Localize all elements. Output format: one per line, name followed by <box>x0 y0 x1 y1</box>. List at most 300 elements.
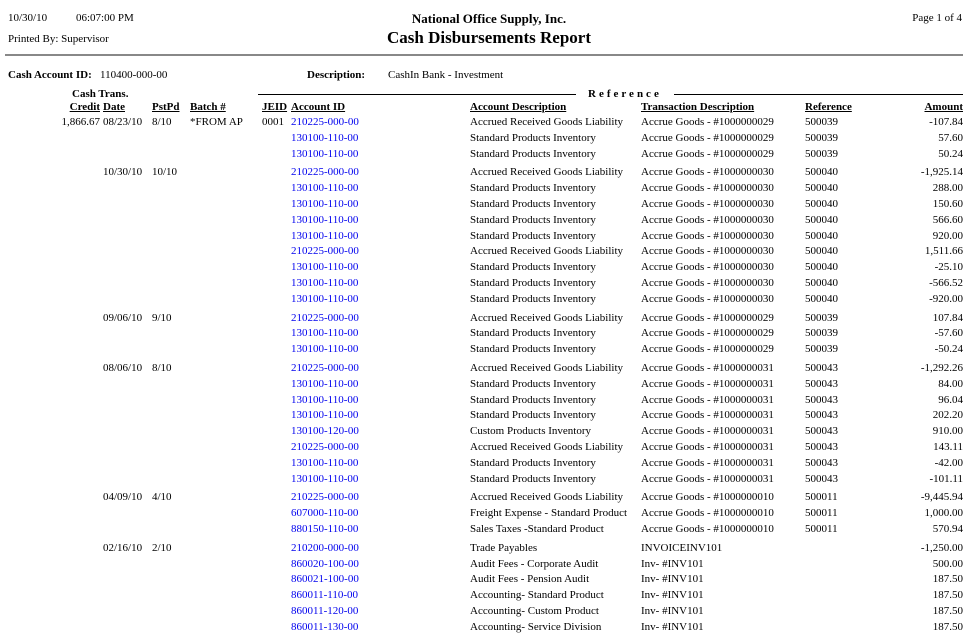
cell-credit <box>0 276 100 292</box>
cell-reference: 500043 <box>805 377 838 390</box>
cell-transaction-description: Inv- #INV101 <box>641 620 704 633</box>
cell-reference: 500043 <box>805 425 838 438</box>
cell-account-id[interactable]: 130100-110-00 <box>291 292 359 305</box>
col-header-credit: Credit <box>69 101 100 113</box>
cell-transaction-description: Inv- #INV101 <box>641 604 704 617</box>
cell-credit <box>0 557 100 573</box>
table-body <box>0 115 978 636</box>
cell-transaction-description: Accrue Goods - #1000000030 <box>641 245 774 258</box>
cell-batch <box>190 456 262 472</box>
cell-amount: -101.11 <box>929 472 963 485</box>
cell-pstpd <box>152 326 190 342</box>
cell-reference: 500043 <box>805 472 838 485</box>
cell-jeid <box>262 572 291 588</box>
cell-pstpd <box>152 522 190 538</box>
cell-amount: -1,925.14 <box>920 166 963 179</box>
col-header-amount: Amount <box>924 101 963 113</box>
cell-batch <box>190 326 262 342</box>
cell-credit <box>0 393 100 409</box>
cell-pstpd: 8/10 <box>152 116 172 128</box>
cell-jeid <box>262 440 291 456</box>
cell-date <box>100 260 152 276</box>
cell-transaction-description: Accrue Goods - #1000000030 <box>641 292 774 305</box>
cell-jeid <box>262 244 291 260</box>
cell-account-id[interactable]: 210225-000-00 <box>291 491 359 504</box>
cell-amount: -50.24 <box>934 343 963 356</box>
cell-credit <box>0 490 100 506</box>
cell-jeid <box>262 181 291 197</box>
cell-account-id[interactable]: 130100-110-00 <box>291 131 359 144</box>
cell-pstpd <box>152 393 190 409</box>
cell-batch <box>190 361 262 377</box>
cell-transaction-description: Accrue Goods - #1000000029 <box>641 147 774 160</box>
cell-batch <box>190 440 262 456</box>
cell-pstpd <box>152 408 190 424</box>
cell-credit: 1,866.67 <box>61 116 100 128</box>
cell-account-id[interactable]: 860011-110-00 <box>291 589 359 602</box>
cell-amount: 1,511.66 <box>924 245 963 258</box>
cell-batch <box>190 588 262 604</box>
cell-date <box>100 588 152 604</box>
cell-credit <box>0 456 100 472</box>
cell-account-id[interactable]: 130100-110-00 <box>291 343 359 356</box>
cell-pstpd: 8/10 <box>152 361 172 374</box>
cell-credit <box>0 213 100 229</box>
table-row <box>0 229 963 245</box>
cell-credit <box>0 181 100 197</box>
cell-batch <box>190 292 262 308</box>
cell-account-id[interactable]: 130100-110-00 <box>291 197 359 210</box>
table-row <box>0 115 963 131</box>
cell-jeid <box>262 588 291 604</box>
print-date: 10/30/10 <box>8 12 48 24</box>
cell-credit <box>0 147 100 163</box>
cell-reference <box>800 604 870 620</box>
cell-credit <box>0 361 100 377</box>
cell-account-description: Standard Products Inventory <box>470 276 596 289</box>
cell-amount: 187.50 <box>932 573 963 586</box>
cell-jeid <box>262 456 291 472</box>
cell-date <box>100 572 152 588</box>
cell-account-id[interactable]: 880150-110-00 <box>291 522 359 535</box>
cell-pstpd <box>152 131 190 147</box>
table-row <box>0 456 963 472</box>
col-header-reference: Reference <box>805 101 852 113</box>
table-row <box>0 522 963 538</box>
cell-account-id[interactable]: 130100-110-00 <box>291 213 359 226</box>
cell-jeid <box>262 311 291 327</box>
cell-account-id[interactable]: 130100-110-00 <box>291 276 359 289</box>
cell-pstpd <box>152 424 190 440</box>
cell-reference: 500039 <box>805 147 838 160</box>
cell-transaction-description: Accrue Goods - #1000000031 <box>641 409 774 422</box>
cell-credit <box>0 377 100 393</box>
cell-reference: 500040 <box>805 182 838 195</box>
col-header-account-id: Account ID <box>291 101 346 113</box>
cell-jeid <box>262 472 291 488</box>
col-header-account-description: Account Description <box>470 101 567 113</box>
cell-transaction-description: Accrue Goods - #1000000010 <box>641 522 774 535</box>
cell-account-description: Standard Products Inventory <box>470 182 596 195</box>
table-row <box>0 377 963 393</box>
cell-batch <box>190 311 262 327</box>
cell-account-id[interactable]: 210225-000-00 <box>291 245 359 258</box>
cell-transaction-description: Accrue Goods - #1000000030 <box>641 261 774 274</box>
cell-credit <box>0 244 100 260</box>
cell-account-description: Audit Fees - Corporate Audit <box>470 557 599 570</box>
print-time: 06:07:00 PM <box>76 12 134 24</box>
cell-amount: 187.50 <box>932 620 963 633</box>
cell-credit <box>0 440 100 456</box>
cell-pstpd <box>152 604 190 620</box>
reference-divider-line-right <box>674 94 963 95</box>
cell-account-id[interactable]: 210225-000-00 <box>291 116 359 128</box>
cell-reference: 500043 <box>805 393 838 406</box>
cell-transaction-description: Accrue Goods - #1000000031 <box>641 393 774 406</box>
printed-by: Printed By: Supervisor <box>8 33 109 45</box>
cell-transaction-description: Accrue Goods - #1000000010 <box>641 491 774 504</box>
cell-pstpd <box>152 229 190 245</box>
cell-date <box>100 342 152 358</box>
cell-jeid <box>262 292 291 308</box>
company-name: National Office Supply, Inc. <box>411 11 567 26</box>
col-header-date: Date <box>103 101 125 113</box>
cell-account-id[interactable]: 210225-000-00 <box>291 166 359 179</box>
cell-amount: 96.04 <box>938 393 963 406</box>
cell-jeid <box>262 361 291 377</box>
table-row <box>0 408 963 424</box>
cell-jeid <box>262 326 291 342</box>
table-row <box>0 393 963 409</box>
cell-reference: 500011 <box>805 491 838 504</box>
cell-amount: 50.24 <box>938 147 963 160</box>
cell-account-description: Accounting- Custom Product <box>470 604 599 617</box>
cell-account-id[interactable]: 130100-110-00 <box>291 261 359 274</box>
cell-account-id[interactable]: 210225-000-00 <box>291 361 359 374</box>
cell-reference: 500040 <box>805 292 838 305</box>
cell-account-description: Standard Products Inventory <box>470 131 596 144</box>
cell-reference: 500039 <box>805 311 838 324</box>
cell-batch <box>190 572 262 588</box>
cell-batch <box>190 620 262 636</box>
cell-pstpd <box>152 342 190 358</box>
cell-credit <box>0 472 100 488</box>
cell-account-description: Standard Products Inventory <box>470 393 596 406</box>
cell-account-id[interactable]: 860020-100-00 <box>291 557 359 570</box>
cell-account-id[interactable]: 210225-000-00 <box>291 311 359 324</box>
cell-date <box>100 522 152 538</box>
cell-transaction-description: Accrue Goods - #1000000029 <box>641 116 774 128</box>
cell-transaction-description: Accrue Goods - #1000000030 <box>641 197 774 210</box>
reference-divider-label: Reference <box>588 88 662 100</box>
cell-pstpd <box>152 472 190 488</box>
cell-credit <box>0 620 100 636</box>
cell-amount: 920.00 <box>932 229 963 242</box>
cell-account-id[interactable]: 210200-000-00 <box>291 541 359 554</box>
cell-date: 08/23/10 <box>103 116 143 128</box>
cell-account-description: Accrued Received Goods Liability <box>470 311 624 324</box>
cell-amount: -9,445.94 <box>920 491 963 504</box>
cell-amount: 107.84 <box>932 311 963 324</box>
cell-batch <box>190 131 262 147</box>
table-row <box>0 440 963 456</box>
cell-date <box>100 131 152 147</box>
cell-pstpd <box>152 588 190 604</box>
cell-jeid <box>262 260 291 276</box>
cell-reference: 500039 <box>805 116 838 128</box>
table-row <box>0 326 963 342</box>
cell-transaction-description: Accrue Goods - #1000000031 <box>641 377 774 390</box>
cell-pstpd <box>152 244 190 260</box>
cell-date <box>100 506 152 522</box>
table-row <box>0 472 963 488</box>
cell-account-description: Standard Products Inventory <box>470 197 596 210</box>
cell-pstpd <box>152 276 190 292</box>
cell-amount: 500.00 <box>932 557 963 570</box>
cell-amount: 187.50 <box>932 604 963 617</box>
table-row <box>0 165 963 181</box>
cell-batch <box>190 424 262 440</box>
cell-account-description: Standard Products Inventory <box>470 456 596 469</box>
cell-credit <box>0 506 100 522</box>
cell-reference <box>800 541 870 557</box>
cell-account-description: Standard Products Inventory <box>470 343 596 356</box>
cell-account-description: Accounting- Standard Product <box>470 589 604 602</box>
cell-batch <box>190 165 262 181</box>
cell-pstpd <box>152 557 190 573</box>
cell-account-id[interactable]: 130100-110-00 <box>291 182 359 195</box>
cell-pstpd <box>152 292 190 308</box>
cell-reference <box>800 620 870 636</box>
cell-amount: -25.10 <box>934 261 963 274</box>
cell-date <box>100 472 152 488</box>
cell-credit <box>0 408 100 424</box>
reference-divider <box>258 88 963 100</box>
cell-credit <box>0 588 100 604</box>
cell-reference: 500043 <box>805 440 838 453</box>
cell-account-id[interactable]: 130100-110-00 <box>291 409 359 422</box>
cell-account-id[interactable]: 130100-110-00 <box>291 229 359 242</box>
cell-account-description: Accrued Received Goods Liability <box>470 116 624 128</box>
cell-date <box>100 276 152 292</box>
cell-transaction-description: Inv- #INV101 <box>641 589 704 602</box>
cell-reference: 500039 <box>805 327 838 340</box>
cell-reference: 500011 <box>805 507 838 520</box>
cash-account-id-label: Cash Account ID: <box>8 69 92 81</box>
cell-pstpd <box>152 260 190 276</box>
cell-transaction-description: Accrue Goods - #1000000030 <box>641 276 774 289</box>
cell-amount: 288.00 <box>932 182 963 195</box>
report-header <box>0 0 978 54</box>
cell-jeid <box>262 490 291 506</box>
cell-pstpd: 9/10 <box>152 311 172 324</box>
table-row <box>0 181 963 197</box>
cell-reference: 500040 <box>805 166 838 179</box>
cell-account-id[interactable]: 130100-110-00 <box>291 456 359 469</box>
cell-account-description: Accrued Received Goods Liability <box>470 440 624 453</box>
cell-transaction-description: Accrue Goods - #1000000030 <box>641 166 774 179</box>
cell-date <box>100 292 152 308</box>
cell-pstpd: 2/10 <box>152 541 172 554</box>
cell-amount: 566.60 <box>932 213 963 226</box>
cell-reference: 500039 <box>805 343 838 356</box>
cell-account-id[interactable]: 130100-110-00 <box>291 393 359 406</box>
cell-transaction-description: Accrue Goods - #1000000030 <box>641 182 774 195</box>
cell-date <box>100 456 152 472</box>
cell-date: 08/06/10 <box>103 361 143 374</box>
cell-batch <box>190 393 262 409</box>
cell-pstpd <box>152 506 190 522</box>
cell-account-id[interactable]: 130100-110-00 <box>291 147 359 160</box>
table-row <box>0 147 963 163</box>
cell-reference: 500011 <box>805 522 838 535</box>
cell-date <box>100 557 152 573</box>
cell-reference: 500043 <box>805 456 838 469</box>
cell-account-description: Custom Products Inventory <box>470 425 591 438</box>
cell-amount: 150.60 <box>932 197 963 210</box>
cell-batch <box>190 276 262 292</box>
table-row <box>0 424 963 440</box>
cell-batch <box>190 506 262 522</box>
cell-transaction-description: Accrue Goods - #1000000030 <box>641 213 774 226</box>
cell-amount: 143.11 <box>933 440 963 453</box>
cell-reference <box>800 588 870 604</box>
cell-jeid <box>262 393 291 409</box>
cell-account-description: Standard Products Inventory <box>470 292 596 305</box>
description-label: Description: <box>307 69 366 81</box>
cell-date <box>100 440 152 456</box>
cell-pstpd <box>152 572 190 588</box>
cell-account-id[interactable]: 130100-110-00 <box>291 327 359 340</box>
cell-account-description: Standard Products Inventory <box>470 261 596 274</box>
cell-transaction-description: Accrue Goods - #1000000031 <box>641 472 774 485</box>
table-row <box>0 490 963 506</box>
description-value: CashIn Bank - Investment <box>388 69 504 81</box>
cell-pstpd: 10/10 <box>152 166 178 179</box>
cell-pstpd <box>152 377 190 393</box>
table-row <box>0 604 963 620</box>
table-row <box>0 506 963 522</box>
cell-jeid <box>262 276 291 292</box>
cell-jeid <box>262 541 291 557</box>
table-row <box>0 620 963 636</box>
cell-batch <box>190 490 262 506</box>
reference-divider-line-left <box>258 94 576 95</box>
table-row <box>0 292 963 308</box>
cell-account-description: Accounting- Service Division <box>470 620 602 633</box>
table-row <box>0 213 963 229</box>
cell-batch <box>190 604 262 620</box>
cash-account-id-value: 110400-000-00 <box>100 69 168 81</box>
cell-transaction-description: Accrue Goods - #1000000030 <box>641 229 774 242</box>
cell-account-id[interactable]: 130100-110-00 <box>291 472 359 485</box>
cell-date <box>100 326 152 342</box>
cell-credit <box>0 131 100 147</box>
cell-transaction-description: Inv- #INV101 <box>641 573 704 586</box>
cell-jeid <box>262 557 291 573</box>
cell-reference: 500040 <box>805 261 838 274</box>
cell-batch <box>190 244 262 260</box>
cell-transaction-description: Inv- #INV101 <box>641 557 704 570</box>
cell-batch <box>190 557 262 573</box>
table-row <box>0 588 963 604</box>
cell-account-description: Standard Products Inventory <box>470 327 596 340</box>
cell-batch: *FROM AP <box>190 116 243 128</box>
cell-amount: -107.84 <box>929 116 963 128</box>
cell-amount: 1,000.00 <box>924 507 963 520</box>
cell-account-description: Standard Products Inventory <box>470 147 596 160</box>
col-header-transaction-description: Transaction Description <box>641 101 755 113</box>
cell-jeid <box>262 147 291 163</box>
cell-account-id[interactable]: 860021-100-00 <box>291 573 359 586</box>
cell-account-id[interactable]: 210225-000-00 <box>291 440 359 453</box>
cell-reference: 500043 <box>805 361 838 374</box>
cell-reference: 500040 <box>805 197 838 210</box>
table-header-row <box>0 101 963 115</box>
cell-batch <box>190 181 262 197</box>
cell-credit <box>0 424 100 440</box>
cell-credit <box>0 541 100 557</box>
cell-credit <box>0 326 100 342</box>
cell-pstpd <box>152 620 190 636</box>
cell-transaction-description: Accrue Goods - #1000000031 <box>641 361 774 374</box>
cell-transaction-description: INVOICEINV101 <box>641 541 723 554</box>
cell-credit <box>0 165 100 181</box>
cell-account-description: Audit Fees - Pension Audit <box>470 573 590 586</box>
cell-credit <box>0 260 100 276</box>
cell-reference <box>800 572 870 588</box>
cell-transaction-description: Accrue Goods - #1000000029 <box>641 311 774 324</box>
cell-amount: 57.60 <box>938 131 963 144</box>
cell-reference <box>800 557 870 573</box>
cell-pstpd <box>152 213 190 229</box>
cell-amount: -42.00 <box>934 456 963 469</box>
cell-account-description: Standard Products Inventory <box>470 472 596 485</box>
cell-amount: 187.50 <box>932 589 963 602</box>
cell-transaction-description: Accrue Goods - #1000000031 <box>641 456 774 469</box>
cell-amount: -566.52 <box>929 276 963 289</box>
cell-date <box>100 229 152 245</box>
table-row <box>0 541 963 557</box>
table-row <box>0 557 963 573</box>
account-info <box>0 56 978 88</box>
cell-account-id[interactable]: 130100-120-00 <box>291 425 359 438</box>
cell-account-id[interactable]: 130100-110-00 <box>291 377 359 390</box>
cell-credit <box>0 522 100 538</box>
cell-batch <box>190 229 262 245</box>
cell-credit <box>0 572 100 588</box>
cell-reference: 500043 <box>805 409 838 422</box>
cell-jeid <box>262 424 291 440</box>
table-row <box>0 244 963 260</box>
cell-amount: -57.60 <box>934 327 963 340</box>
cell-credit <box>0 342 100 358</box>
cell-transaction-description: Accrue Goods - #1000000029 <box>641 131 774 144</box>
cell-account-id[interactable]: 860011-120-00 <box>291 604 359 617</box>
cell-date <box>100 604 152 620</box>
cell-reference: 500040 <box>805 229 838 242</box>
cell-reference: 500040 <box>805 245 838 258</box>
cell-account-description: Standard Products Inventory <box>470 213 596 226</box>
cell-credit <box>0 311 100 327</box>
col-header-jeid: JEID <box>262 101 288 113</box>
cell-account-id[interactable]: 860011-130-00 <box>291 620 359 633</box>
cell-account-id[interactable]: 607000-110-00 <box>291 507 359 520</box>
cell-batch <box>190 260 262 276</box>
table-row <box>0 342 963 358</box>
cell-account-description: Accrued Received Goods Liability <box>470 245 624 258</box>
cell-date <box>100 377 152 393</box>
